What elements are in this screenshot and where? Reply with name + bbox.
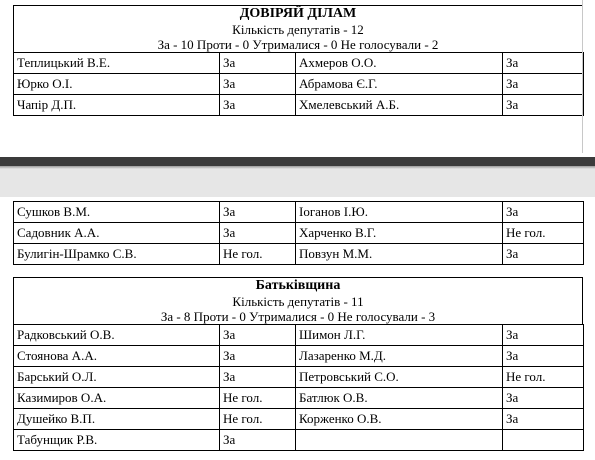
deputy-name xyxy=(296,430,503,451)
table-row xyxy=(14,223,584,244)
vote-value: Не гол. xyxy=(503,367,584,388)
vote-value: За xyxy=(220,346,296,367)
vote-value: Не гол. xyxy=(503,223,584,244)
deputy-name: Петровський С.О. xyxy=(296,367,503,388)
vote-value: Не гол. xyxy=(220,244,296,265)
document-page-bottom xyxy=(13,199,583,460)
table-row xyxy=(14,325,584,346)
faction-title: ДОВІРЯЙ ДІЛАМ xyxy=(239,6,357,21)
table-row xyxy=(14,53,584,74)
deputy-name: Харченко В.Г. xyxy=(296,223,503,244)
deputy-count: Кількість депутатів - 11 xyxy=(232,294,364,309)
deputy-name: Табунщик Р.В. xyxy=(14,430,220,451)
vote-value xyxy=(503,430,584,451)
vote-value: За xyxy=(220,202,296,223)
table-row xyxy=(14,95,584,116)
vote-value: Не гол. xyxy=(220,388,296,409)
vote-value: За xyxy=(503,202,584,223)
deputy-name: Душейко В.П. xyxy=(14,409,220,430)
table-row xyxy=(14,346,584,367)
deputy-name: Ахмеров О.О. xyxy=(296,53,503,74)
votes-table-block2 xyxy=(13,324,584,451)
deputy-name: Юрко О.І. xyxy=(14,74,220,95)
vote-value: За xyxy=(220,325,296,346)
table-row xyxy=(14,367,584,388)
vote-value: За xyxy=(503,53,584,74)
vote-value: За xyxy=(503,95,584,116)
document-page-top xyxy=(13,0,583,153)
deputy-name: Булигін-Шрамко С.В. xyxy=(14,244,220,265)
vote-value: За xyxy=(503,409,584,430)
vote-summary: За - 10 Проти - 0 Утрималися - 0 Не голосували - 2 xyxy=(157,37,439,52)
deputy-name: Чапір Д.П. xyxy=(14,95,220,116)
table-row xyxy=(14,388,584,409)
table-row xyxy=(14,74,584,95)
vote-value: За xyxy=(220,95,296,116)
deputy-name: Барський О.Л. xyxy=(14,367,220,388)
table-row xyxy=(14,202,584,223)
vote-value: За xyxy=(503,244,584,265)
deputy-name: Батлюк О.В. xyxy=(296,388,503,409)
page-break-gap xyxy=(0,157,595,197)
deputy-count: Кількість депутатів - 12 xyxy=(232,22,364,37)
faction-title: Батьківщина xyxy=(255,278,341,293)
vote-value: За xyxy=(503,74,584,95)
deputy-name: Садовник А.А. xyxy=(14,223,220,244)
vote-value: За xyxy=(503,388,584,409)
vote-summary: За - 8 Проти - 0 Утрималися - 0 Не голосували - 3 xyxy=(160,309,436,324)
deputy-name: Теплицький В.Е. xyxy=(14,53,220,74)
table-row xyxy=(14,430,584,451)
votes-table-block1-continued xyxy=(13,201,584,265)
vote-value: За xyxy=(503,346,584,367)
faction-header-dovіriai-dilam xyxy=(13,5,583,52)
deputy-name: Стоянова А.А. xyxy=(14,346,220,367)
vote-value: За xyxy=(220,430,296,451)
vote-value: Не гол. xyxy=(220,409,296,430)
vote-value: За xyxy=(220,74,296,95)
deputy-name: Абрамова Є.Г. xyxy=(296,74,503,95)
page-edge xyxy=(582,0,583,153)
deputy-name: Повзун М.М. xyxy=(296,244,503,265)
vote-value: За xyxy=(220,53,296,74)
vote-value: За xyxy=(503,325,584,346)
votes-table-block1 xyxy=(13,52,584,116)
deputy-name: Хмелевський А.Б. xyxy=(296,95,503,116)
deputy-name: Корженко О.В. xyxy=(296,409,503,430)
table-row xyxy=(14,244,584,265)
deputy-name: Іоганов І.Ю. xyxy=(296,202,503,223)
page-separator-shadow xyxy=(0,166,595,169)
vote-value: За xyxy=(220,223,296,244)
table-row xyxy=(14,409,584,430)
deputy-name: Радковський О.В. xyxy=(14,325,220,346)
deputy-name: Казимиров О.А. xyxy=(14,388,220,409)
deputy-name: Шимон Л.Г. xyxy=(296,325,503,346)
page-separator-bar xyxy=(0,157,595,166)
deputy-name: Сушков В.М. xyxy=(14,202,220,223)
vote-value: За xyxy=(220,367,296,388)
deputy-name: Лазаренко М.Д. xyxy=(296,346,503,367)
faction-header-batkivshchyna xyxy=(13,277,583,324)
